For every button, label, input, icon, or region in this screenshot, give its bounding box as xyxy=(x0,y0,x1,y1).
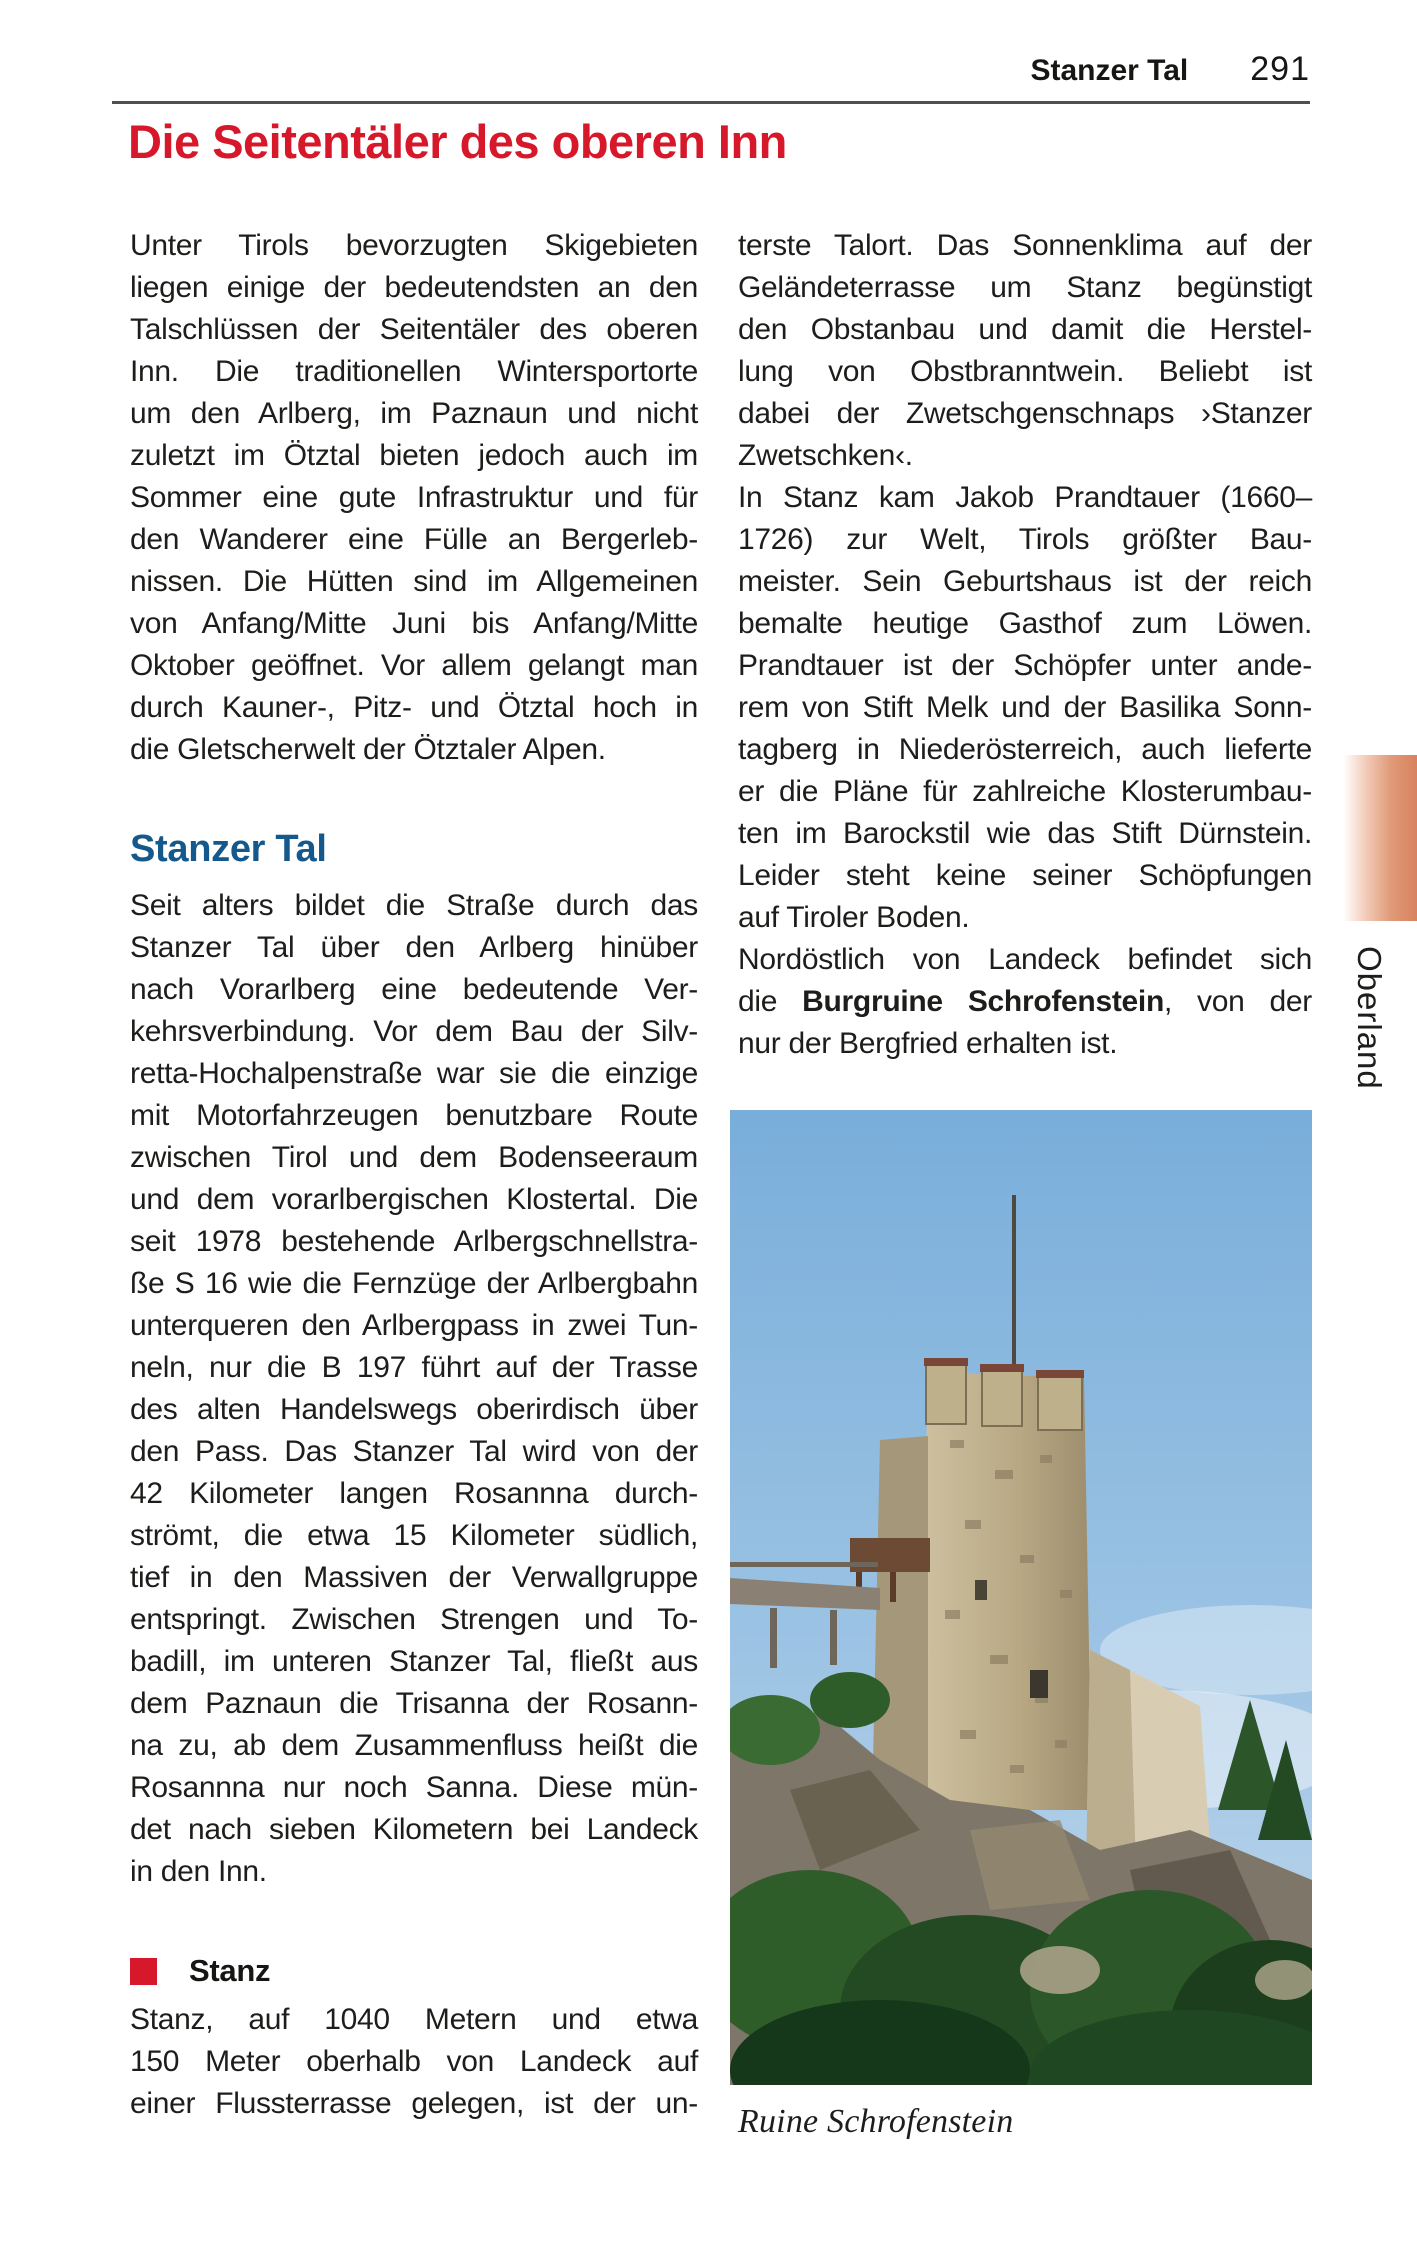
text-line: Stanz, auf 1040 Metern und etwa xyxy=(130,2003,698,2036)
prandtauer-paragraph xyxy=(738,477,1312,939)
text-line: badill, im unteren Stanzer Tal, fließt aus xyxy=(130,1645,698,1678)
text-line: Leider steht keine seiner Schöpfungen xyxy=(738,859,1312,892)
photo-tower-rod xyxy=(1012,1195,1016,1375)
text-line: dem Paznaun die Trisanna der Rosann- xyxy=(130,1687,698,1720)
photo-walkway-rail xyxy=(730,1562,878,1567)
text-line: nissen. Die Hütten sind im Allgemeinen xyxy=(130,565,698,598)
text-line: strömt, die etwa 15 Kilometer südlich, xyxy=(130,1519,698,1552)
text-line: In Stanz kam Jakob Prandtauer (1660– xyxy=(738,481,1312,514)
text-line: tief in den Massiven der Verwallgruppe xyxy=(130,1561,698,1594)
text-line: lung von Obstbranntwein. Beliebt ist xyxy=(738,355,1312,388)
photo-battlement-cap xyxy=(924,1358,968,1366)
text-line: Zwetschken‹. xyxy=(738,439,913,472)
page-number: 291 xyxy=(1250,50,1310,88)
text-line: den Pass. Das Stanzer Tal wird von der xyxy=(130,1435,698,1468)
text-line: Seit alters bildet die Straße durch das xyxy=(130,889,698,922)
text-line: Nordöstlich von Landeck befindet sich xyxy=(738,943,1312,976)
text-segment: , von der xyxy=(1163,985,1313,1018)
photo-caption: Ruine Schrofenstein xyxy=(738,2103,1014,2140)
text-line: ten im Barockstil wie das Stift Dürnstein. xyxy=(738,817,1312,850)
text-line: Unter Tirols bevorzugten Skigebieten xyxy=(130,229,698,262)
chapter-title: Die Seitentäler des oberen Inn xyxy=(128,115,787,168)
region-tab-label: Oberland xyxy=(1351,946,1388,1090)
text-line: Geländeterrasse um Stanz begünstigt xyxy=(738,271,1312,304)
photo-walkway-leg xyxy=(830,1610,837,1665)
section-subheading: Stanzer Tal xyxy=(130,828,327,870)
running-head xyxy=(112,50,1310,92)
text-line: entspringt. Zwischen Strengen und To- xyxy=(130,1603,698,1636)
text-line: einer Flussterrasse gelegen, ist der un- xyxy=(130,2087,698,2120)
intro-paragraph xyxy=(130,225,698,771)
text-line: bemalte heutige Gasthof zum Löwen. xyxy=(738,607,1312,640)
stanz-entry-paragraph xyxy=(130,1999,698,2125)
text-line: durch Kauner-, Pitz- und Ötztal hoch in xyxy=(130,691,698,724)
text-line: den Wanderer eine Fülle an Bergerleb- xyxy=(130,523,698,556)
photo-ruin-wall-shadow xyxy=(1086,1650,1136,1870)
text-segment: die xyxy=(738,985,803,1018)
photo-battlement-cap xyxy=(980,1364,1024,1372)
text-line: die Gletscherwelt der Ötztaler Alpen. xyxy=(130,733,606,766)
text-line: auf Tiroler Boden. xyxy=(738,901,970,934)
text-line: liegen einige der bedeutendsten an den xyxy=(130,271,698,304)
text-line: Sommer eine gute Infrastruktur und für xyxy=(130,481,698,514)
text-line: Talschlüssen der Seitentäler des oberen xyxy=(130,313,698,346)
text-line: zuletzt im Ötztal bieten jedoch auch im xyxy=(130,439,698,472)
text-line: kehrsverbindung. Vor dem Bau der Silv- xyxy=(130,1015,698,1048)
text-line: den Obstanbau und damit die Herstel- xyxy=(738,313,1312,346)
text-line xyxy=(738,981,1312,1023)
running-head-section: Stanzer Tal xyxy=(1030,54,1189,87)
photo-balcony-post xyxy=(890,1572,896,1602)
sonnenklima-paragraph xyxy=(738,225,1312,477)
text-line: von Anfang/Mitte Juni bis Anfang/Mitte xyxy=(130,607,698,640)
burgruine-schrofenstein-bold: Burgruine Schrofenstein xyxy=(802,985,1164,1018)
header-rule xyxy=(112,101,1310,104)
text-line: nach Vorarlberg eine bedeutende Ver- xyxy=(130,973,698,1006)
text-line: 150 Meter oberhalb von Landeck auf xyxy=(130,2045,698,2078)
text-line: um den Arlberg, im Paznaun und nicht xyxy=(130,397,698,430)
text-line: terste Talort. Das Sonnenklima auf der xyxy=(738,229,1312,262)
photo-tower-annex xyxy=(872,1436,928,1810)
text-line: Stanzer Tal über den Arlberg hinüber xyxy=(130,931,698,964)
stanzer-tal-paragraph xyxy=(130,885,698,1893)
stanz-entry-heading xyxy=(130,1949,698,1993)
text-line: neln, nur die B 197 führt auf der Trasse xyxy=(130,1351,698,1384)
text-line: mit Motorfahrzeugen benutzbare Route xyxy=(130,1099,698,1132)
right-column xyxy=(738,225,1312,2143)
text-line: Prandtauer ist der Schöpfer unter ande- xyxy=(738,649,1312,682)
text-line: retta-Hochalpenstraße war sie die einzige xyxy=(130,1057,698,1090)
left-column xyxy=(130,225,698,2125)
photo-walkway-leg xyxy=(770,1608,777,1668)
text-line: er die Pläne für zahlreiche Klosterumbau- xyxy=(738,775,1312,808)
text-line: tagberg in Niederösterreich, auch lieferte xyxy=(738,733,1312,766)
text-line: dabei der Zwetschgenschnaps ›Stanzer xyxy=(738,397,1312,430)
text-line: seit 1978 bestehende Arlbergschnellstra- xyxy=(130,1225,698,1258)
text-line: des alten Handelswegs oberirdisch über xyxy=(130,1393,698,1426)
text-line: unterqueren den Arlbergpass in zwei Tun- xyxy=(130,1309,698,1342)
text-line: in den Inn. xyxy=(130,1855,267,1888)
text-line: und dem vorarlbergischen Klostertal. Die xyxy=(130,1183,698,1216)
text-line: det nach sieben Kilometern bei Landeck xyxy=(130,1813,698,1846)
photo-rock-patch xyxy=(1020,1946,1100,1994)
red-square-bullet-icon xyxy=(130,1958,157,1985)
text-line: Rosannna nur noch Sanna. Diese mün- xyxy=(130,1771,698,1804)
castle-ruin-photo xyxy=(730,1110,1312,2085)
text-line: nur der Bergfried erhalten ist. xyxy=(738,1027,1118,1060)
text-line: meister. Sein Geburtshaus ist der reich xyxy=(738,565,1312,598)
text-line: na zu, ab dem Zusammenfluss heißt die xyxy=(130,1729,698,1762)
region-tab xyxy=(1343,755,1417,921)
schrofenstein-paragraph xyxy=(738,939,1312,1065)
text-line: ße S 16 wie die Fernzüge der Arlbergbahn xyxy=(130,1267,698,1300)
text-line: rem von Stift Melk und der Basilika Sonn- xyxy=(738,691,1312,724)
stanz-entry-label: Stanz xyxy=(189,1953,271,1988)
text-line: Inn. Die traditionellen Wintersportorte xyxy=(130,355,698,388)
text-line: 42 Kilometer langen Rosannna durch- xyxy=(130,1477,698,1510)
text-line: Oktober geöffnet. Vor allem gelangt man xyxy=(130,649,698,682)
text-line: 1726) zur Welt, Tirols größter Bau- xyxy=(738,523,1312,556)
photo-tower-window xyxy=(975,1580,987,1600)
photo-tower-window xyxy=(1030,1670,1048,1698)
text-line: zwischen Tirol und dem Bodenseeraum xyxy=(130,1141,698,1174)
photo-battlement-cap xyxy=(1036,1370,1084,1378)
